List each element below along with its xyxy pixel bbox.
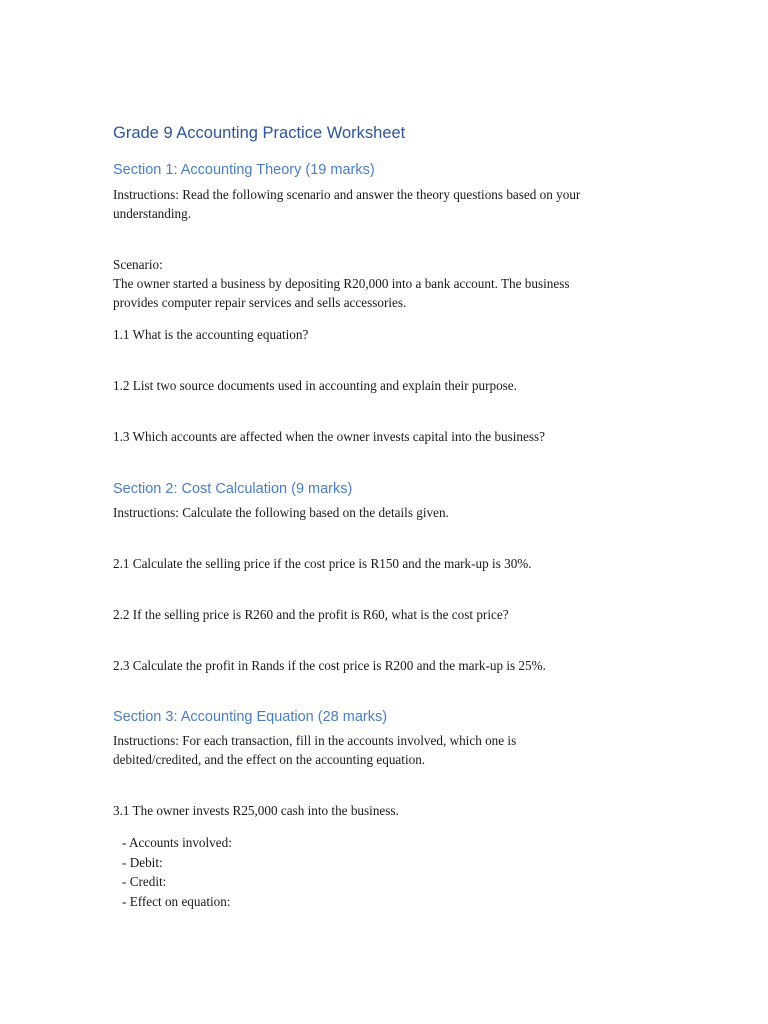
question-3-1-answer-list	[122, 833, 232, 911]
question-2-2: 2.2 If the selling price is R260 and the profit is R60, what is the cost price?	[113, 607, 509, 622]
scenario-line-2: provides computer repair services and sells accessories.	[113, 295, 407, 310]
section-1-heading: Section 1: Accounting Theory (19 marks)	[113, 162, 375, 178]
section-2-heading: Section 2: Cost Calculation (9 marks)	[113, 481, 353, 497]
section-3-instructions	[113, 731, 653, 769]
section-3-instructions-line-2: debited/credited, and the effect on the accounting equation.	[113, 752, 426, 767]
section-3-heading: Section 3: Accounting Equation (28 marks)	[113, 709, 388, 725]
section-3-instructions-line-1: Instructions: For each transaction, fill in the accounts involved, which one is	[113, 733, 517, 748]
question-1-2: 1.2 List two source documents used in accounting and explain their purpose.	[113, 378, 517, 393]
section-2-instructions: Instructions: Calculate the following based on the details given.	[113, 505, 449, 520]
section-1-instructions	[113, 185, 653, 223]
scenario-label: Scenario:	[113, 257, 163, 272]
question-3-1: 3.1 The owner invests R25,000 cash into the business.	[113, 803, 399, 818]
question-2-3: 2.3 Calculate the profit in Rands if the cost price is R200 and the mark-up is 25%.	[113, 658, 546, 673]
answer-item-effect-on-equation: - Effect on equation:	[122, 893, 231, 909]
answer-item-accounts-involved: - Accounts involved:	[122, 835, 232, 850]
section-1-instructions-line-1: Instructions: Read the following scenario and answer the theory questions based on your	[113, 187, 581, 202]
answer-item-debit: - Debit:	[122, 854, 163, 870]
scenario-line-1: The owner started a business by depositing R20,000 into a bank account. The business	[113, 276, 570, 291]
section-1-instructions-line-2: understanding.	[113, 206, 192, 221]
question-1-3: 1.3 Which accounts are affected when the owner invests capital into the business?	[113, 429, 545, 444]
scenario-block	[113, 255, 653, 312]
answer-item-credit: - Credit:	[122, 874, 167, 889]
worksheet-title: Grade 9 Accounting Practice Worksheet	[113, 124, 406, 142]
question-2-1: 2.1 Calculate the selling price if the cost price is R150 and the mark-up is 30%.	[113, 556, 532, 571]
question-1-1: 1.1 What is the accounting equation?	[113, 327, 309, 342]
